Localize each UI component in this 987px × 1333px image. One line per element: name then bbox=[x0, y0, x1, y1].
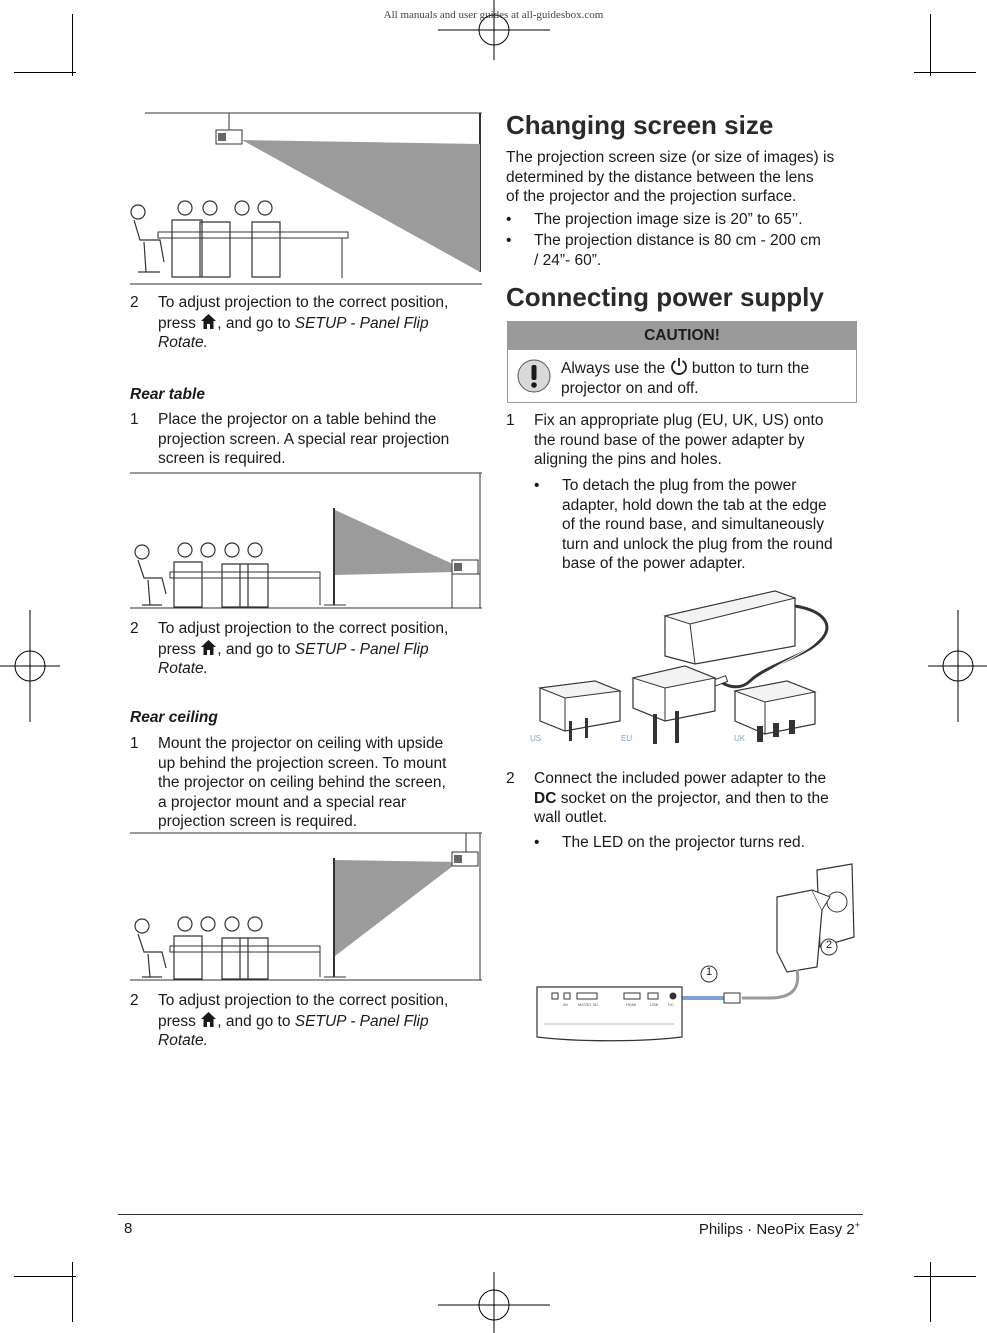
changing-screen-size-title: Changing screen size bbox=[506, 110, 774, 140]
power-step-2-sub: • The LED on the projector turns red. bbox=[534, 834, 805, 851]
figure-front-ceiling bbox=[130, 112, 482, 287]
port-label-hdmi: HDMI bbox=[626, 1002, 637, 1007]
front-ceiling-step-2: 2 To adjust projection to the correct position, press , and go to SETUP - Panel Flip Rotate. bbox=[130, 294, 449, 351]
plug-label-us: US bbox=[530, 734, 542, 743]
caution-heading: CAUTION! bbox=[508, 322, 856, 350]
power-step-2: 2 Connect the included power adapter to the DC socket on the projector, and then to the wall outlet. bbox=[506, 770, 829, 826]
dc-label: DC bbox=[534, 789, 557, 807]
figure-rear-table bbox=[130, 472, 482, 612]
registration-mark-right bbox=[928, 610, 987, 722]
callout-2: 2 bbox=[825, 939, 833, 951]
rear-table-step-2: 2 To adjust projection to the correct position, press , and go to SETUP - Panel Flip Rotate. bbox=[130, 620, 449, 677]
rear-ceiling-heading: Rear ceiling bbox=[130, 709, 218, 726]
screen-size-bullet-2: • The projection distance is 80 cm - 200 cm / 24”- 60”. bbox=[506, 232, 821, 269]
rear-table-step-1: 1 Place the projector on a table behind the projection screen. A special rear projection screen is required. bbox=[130, 411, 450, 467]
plug-label-uk: UK bbox=[734, 734, 746, 743]
port-label-dc: DC bbox=[668, 1002, 674, 1007]
rear-ceiling-step-2: 2 To adjust projection to the correct position, press , and go to SETUP - Panel Flip Rotate. bbox=[130, 992, 449, 1049]
warning-icon bbox=[516, 358, 552, 394]
power-icon bbox=[670, 357, 688, 375]
figure-projector-connection bbox=[532, 862, 862, 1047]
home-icon bbox=[200, 313, 217, 330]
footer-divider bbox=[118, 1214, 863, 1215]
home-icon bbox=[200, 1011, 217, 1028]
registration-mark-bottom bbox=[438, 1272, 550, 1333]
rear-table-heading: Rear table bbox=[130, 386, 205, 403]
figure-rear-ceiling bbox=[130, 832, 482, 984]
page-number: 8 bbox=[124, 1220, 133, 1237]
plug-label-eu: EU bbox=[621, 734, 633, 743]
power-step-1: 1 Fix an appropriate plug (EU, UK, US) onto the round base of the power adapter by aligning the pins and holes. bbox=[506, 412, 824, 468]
footer-product: Philips · NeoPix Easy 2+ bbox=[698, 1220, 860, 1238]
screen-size-bullet-1: • The projection image size is 20” to 65’’. bbox=[506, 211, 803, 228]
rear-ceiling-step-1: 1 Mount the projector on ceiling with upside up behind the projection screen. To mount the projector on ceiling behind the screen, a projector mount and a special rear projection screen is required. bbox=[130, 735, 447, 830]
screen-size-intro: The projection screen size (or size of images) is determined by the distance between the lens of the projector and the projection surface. bbox=[506, 149, 835, 205]
power-step-1-sub: • To detach the plug from the power adapter, hold down the tab at the edge of the round base, and simultaneously turn and unlock the plug from the round base of the power adapter. bbox=[534, 477, 833, 572]
callout-1: 1 bbox=[705, 966, 713, 978]
port-label-microsd: MICRO SD bbox=[578, 1002, 598, 1007]
watermark: All manuals and user guides at all-guidesbox.com bbox=[383, 9, 604, 21]
port-label-av: AV bbox=[563, 1002, 569, 1007]
port-label-usb: USB bbox=[650, 1002, 659, 1007]
caution-box bbox=[507, 321, 857, 403]
caution-text: Always use the button to turn the projector on and off. bbox=[561, 357, 853, 398]
home-icon bbox=[200, 639, 217, 656]
figure-power-adapter-plugs bbox=[525, 586, 840, 751]
registration-mark-left bbox=[0, 610, 60, 722]
connecting-power-supply-title: Connecting power supply bbox=[506, 282, 824, 312]
